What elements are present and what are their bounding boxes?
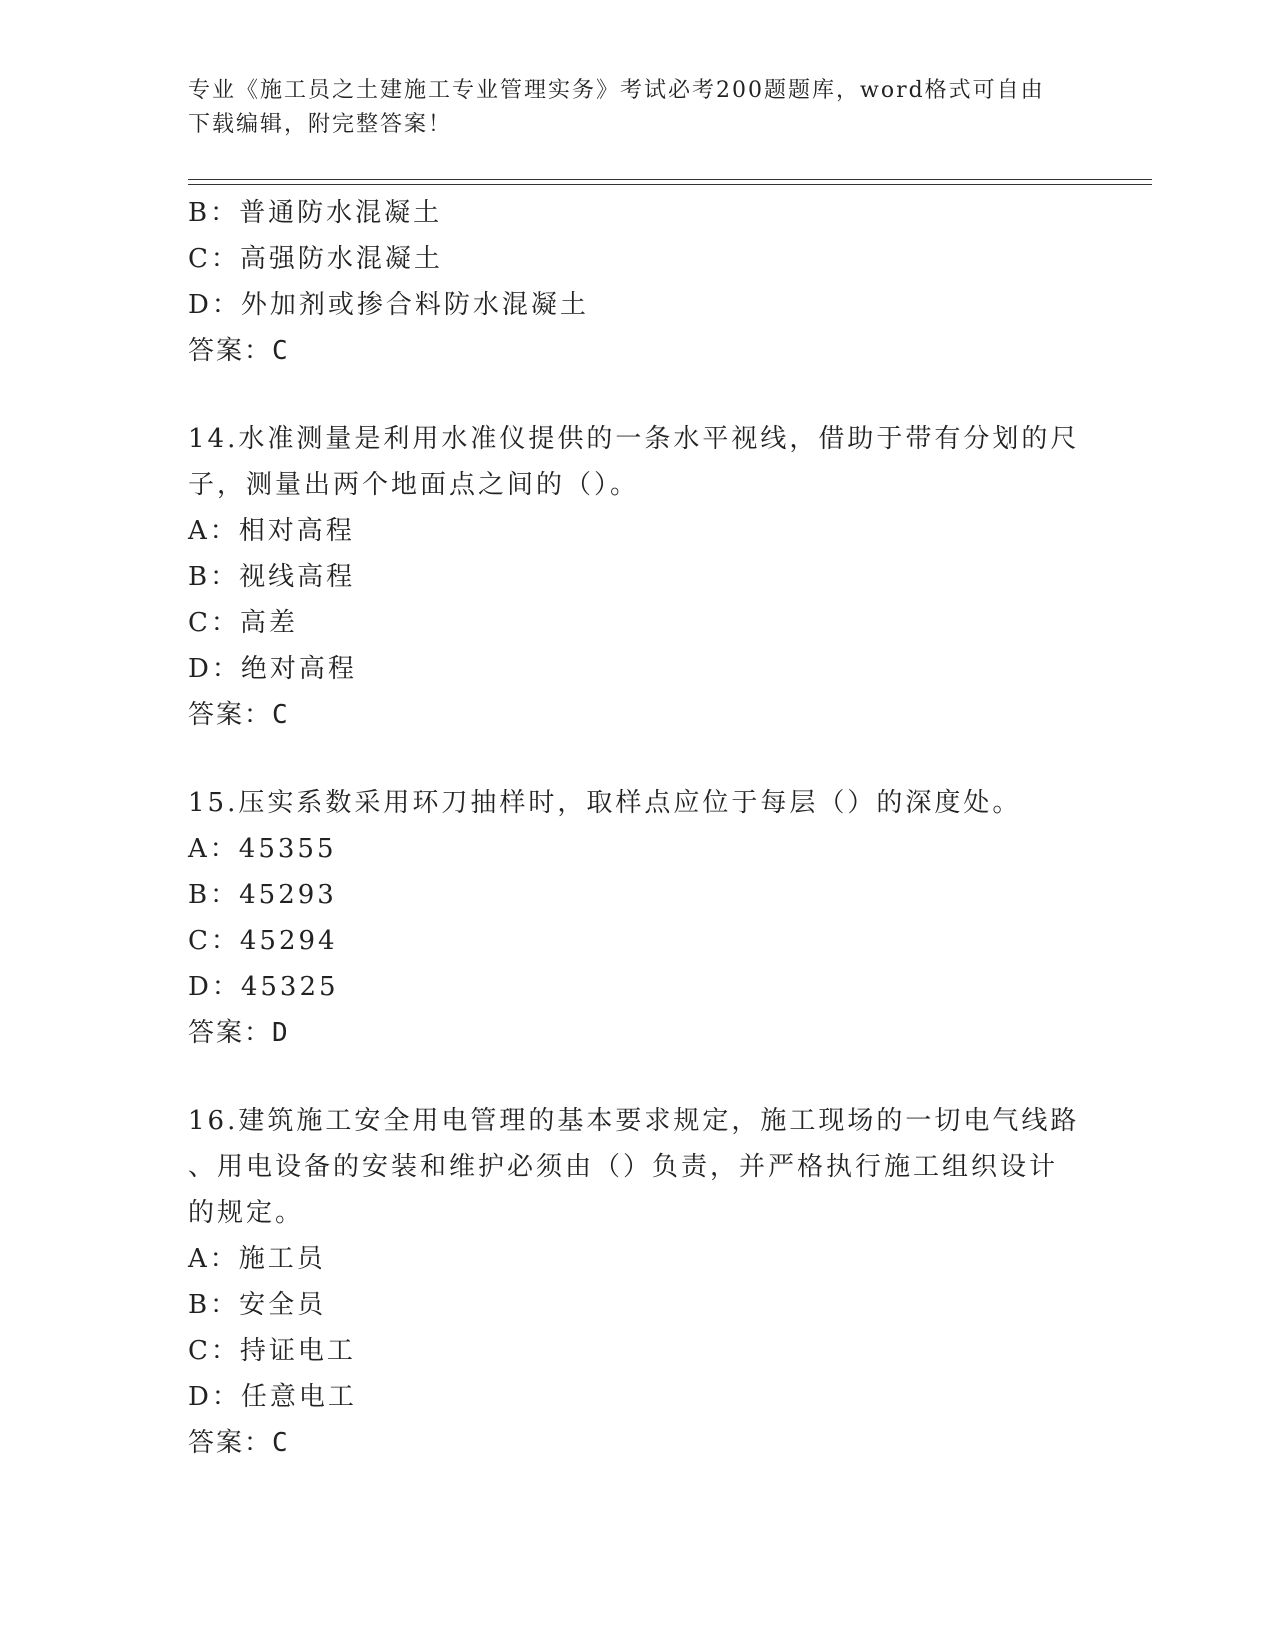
answer-line: 答案：D <box>188 1018 290 1048</box>
question-spacer <box>188 1056 1088 1098</box>
option-c: C：高差 <box>188 608 298 638</box>
option-a: A：相对高程 <box>188 516 355 546</box>
option-b: B：安全员 <box>188 1290 327 1320</box>
question-stem-line-3: 的规定。 <box>188 1198 305 1228</box>
question-stem <box>188 416 1088 508</box>
option-a: A：45355 <box>188 834 337 864</box>
question-16 <box>188 1098 1088 1466</box>
question-15 <box>188 780 1088 1056</box>
question-stem <box>188 780 1088 826</box>
header-title-line-1: 专业《施工员之土建施工专业管理实务》考试必考200题题库，word格式可自由 <box>188 78 1045 103</box>
option-d: D：45325 <box>188 972 339 1002</box>
answer-line: 答案：C <box>188 700 290 730</box>
option-c: C：高强防水混凝土 <box>188 244 443 274</box>
option-c: C：45294 <box>188 926 338 956</box>
option-b: B：视线高程 <box>188 562 356 592</box>
question-13-continued <box>188 190 1088 374</box>
question-stem-line-1: 15.压实系数采用环刀抽样时，取样点应位于每层（）的深度处。 <box>188 788 1022 818</box>
question-stem-line-2: 子，测量出两个地面点之间的（）。 <box>188 470 640 500</box>
document-header <box>188 74 1068 142</box>
question-stem-line-1: 16.建筑施工安全用电管理的基本要求规定，施工现场的一切电气线路 <box>188 1106 1080 1136</box>
header-divider-top <box>188 179 1152 180</box>
question-14 <box>188 416 1088 738</box>
question-stem <box>188 1098 1088 1236</box>
option-c: C：持证电工 <box>188 1336 356 1366</box>
question-spacer <box>188 738 1088 780</box>
option-d: D：绝对高程 <box>188 654 357 684</box>
header-title-line-2: 下载编辑，附完整答案！ <box>188 112 453 137</box>
option-d: D：任意电工 <box>188 1382 357 1412</box>
option-a: A：施工员 <box>188 1244 326 1274</box>
question-list <box>188 190 1088 1466</box>
question-stem-line-1: 14.水准测量是利用水准仪提供的一条水平视线，借助于带有分划的尺 <box>188 424 1080 454</box>
question-stem-line-2: 、用电设备的安装和维护必须由（）负责，并严格执行施工组织设计 <box>188 1152 1059 1182</box>
option-b: B：45293 <box>188 880 337 910</box>
answer-line: 答案：C <box>188 1428 290 1458</box>
option-b: B：普通防水混凝土 <box>188 198 443 228</box>
header-divider-bottom <box>188 184 1152 185</box>
question-spacer <box>188 374 1088 416</box>
answer-line: 答案：C <box>188 336 290 366</box>
option-d: D：外加剂或掺合料防水混凝土 <box>188 290 589 320</box>
